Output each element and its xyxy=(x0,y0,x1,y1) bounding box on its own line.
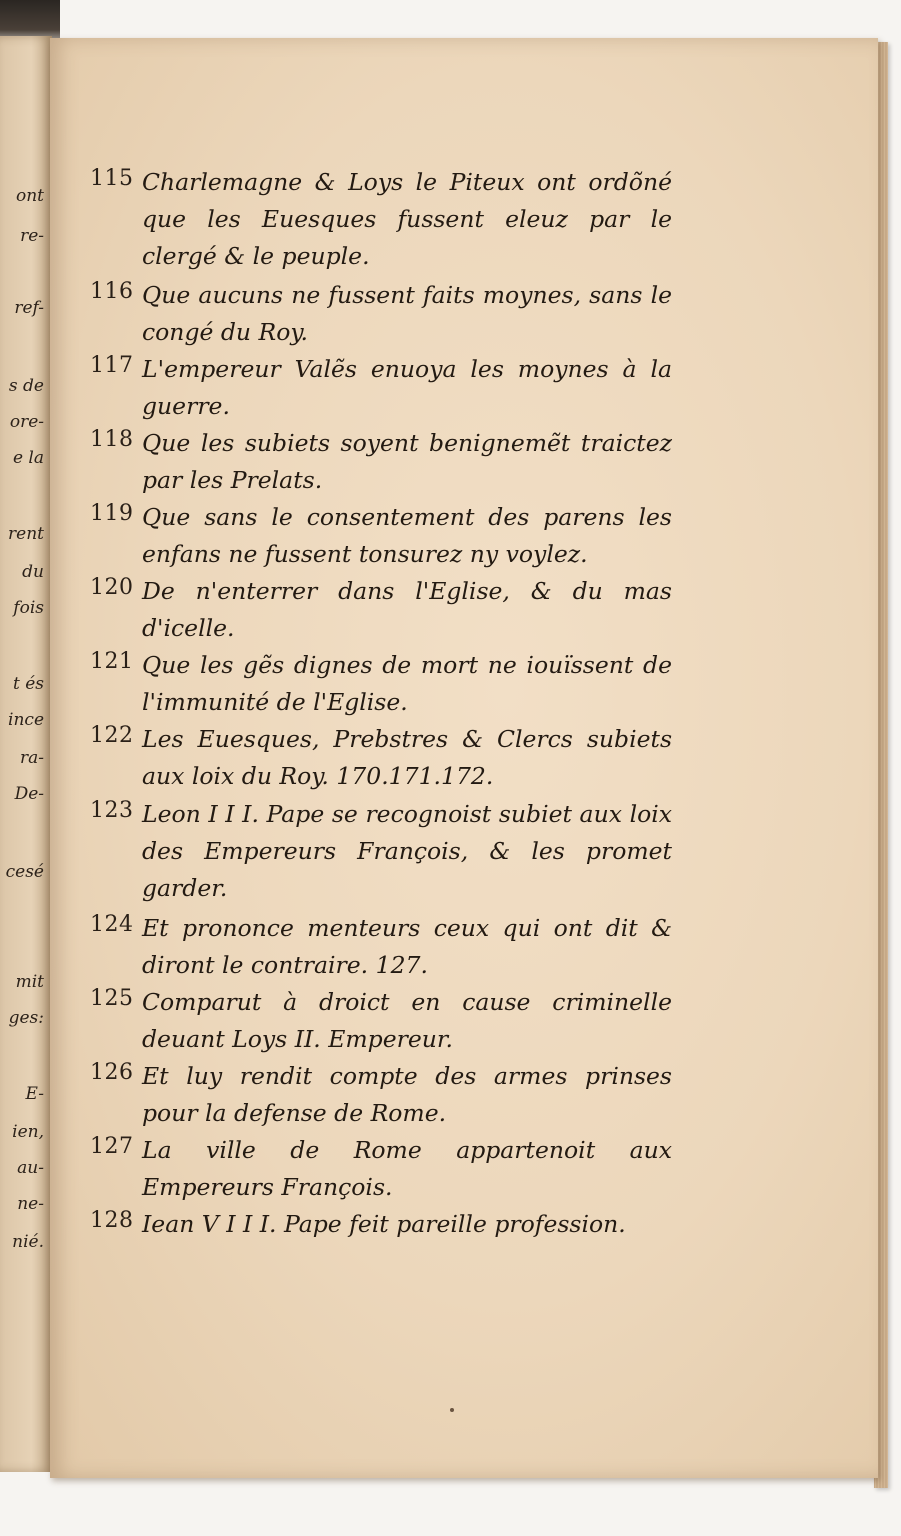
entry-text: Charlemagne & Loys le Piteux ont ordõné que les Euesques fussent eleuz par le clergé & le peuple. xyxy=(142,168,672,270)
entry-number: 123 xyxy=(90,798,134,823)
entry-text: Que sans le consentement des parens les enfans ne fussent tonsurez ny voylez. xyxy=(142,503,672,568)
left-margin-word: ien, xyxy=(12,1122,44,1142)
entry-text: Que les subiets soyent benignemẽt traictez par les Prelats. xyxy=(142,429,672,494)
left-margin-word: cesé xyxy=(5,862,44,882)
entry-number: 116 xyxy=(90,279,134,304)
entry-text: Que les gẽs dignes de mort ne iouïssent de l'immunité de l'Eglise. xyxy=(142,651,672,716)
entry-text: Et prononce menteurs ceux qui ont dit & diront le contraire. 127. xyxy=(142,914,672,979)
entry-number: 125 xyxy=(90,986,134,1011)
left-margin-word: De- xyxy=(14,784,44,804)
paper-speck xyxy=(450,1408,454,1412)
entry-text: Et luy rendit compte des armes prinses pour la defense de Rome. xyxy=(142,1062,672,1127)
entry-number: 121 xyxy=(90,649,134,674)
entry-text: Comparut à droict en cause criminelle deuant Loys II. Empereur. xyxy=(142,988,672,1053)
entry-number: 128 xyxy=(90,1208,134,1233)
left-margin-word: fois xyxy=(13,598,44,618)
marginal-index xyxy=(50,38,878,1478)
left-margin-word: t és xyxy=(12,674,44,694)
entry-text: Leon I I I. Pape se recognoist subiet aux loix des Empereurs François, & les promet garder. xyxy=(142,800,672,902)
entry-text: L'empereur Valẽs enuoya les moynes à la guerre. xyxy=(142,355,672,420)
entry-text: La ville de Rome appartenoit aux Empereurs François. xyxy=(142,1136,672,1201)
entry-number: 117 xyxy=(90,353,134,378)
entry-number: 126 xyxy=(90,1060,134,1085)
left-margin-word: s de xyxy=(8,376,44,396)
entry-number: 124 xyxy=(90,912,134,937)
left-margin-word: ince xyxy=(8,710,44,730)
entry-number: 120 xyxy=(90,575,134,600)
left-margin-word: ore- xyxy=(9,412,44,432)
left-margin-word: E- xyxy=(25,1084,44,1104)
entry-text: De n'enterrer dans l'Eglise, & du mas d'icelle. xyxy=(142,577,672,642)
left-margin-word: ne- xyxy=(17,1194,44,1214)
entry-text: Que aucuns ne fussent faits moynes, sans le congé du Roy. xyxy=(142,281,672,346)
left-margin-word: du xyxy=(22,562,44,582)
left-margin-word: ref- xyxy=(14,298,44,318)
left-margin-word: mit xyxy=(15,972,44,992)
entry-number: 115 xyxy=(90,166,134,191)
left-margin-word: ont xyxy=(15,186,44,206)
entry-text: Les Euesques, Prebstres & Clercs subiets aux loix du Roy. 170.171.172. xyxy=(142,725,672,790)
left-margin-word: re- xyxy=(20,226,44,246)
entry-number: 122 xyxy=(90,723,134,748)
left-margin-word: ra- xyxy=(19,748,44,768)
right-page xyxy=(50,38,878,1478)
left-page-fragment xyxy=(0,36,52,1472)
entry-number: 127 xyxy=(90,1134,134,1159)
entry-number: 119 xyxy=(90,501,134,526)
left-margin-word: rent xyxy=(8,524,44,544)
entry-number: 118 xyxy=(90,427,134,452)
left-margin-word: e la xyxy=(12,448,44,468)
entry-text: Iean V I I I. Pape feit pareille profession. xyxy=(142,1210,626,1238)
left-margin-word: nié. xyxy=(12,1232,44,1252)
left-margin-word: ges: xyxy=(8,1008,44,1028)
left-margin-word: au- xyxy=(17,1158,44,1178)
